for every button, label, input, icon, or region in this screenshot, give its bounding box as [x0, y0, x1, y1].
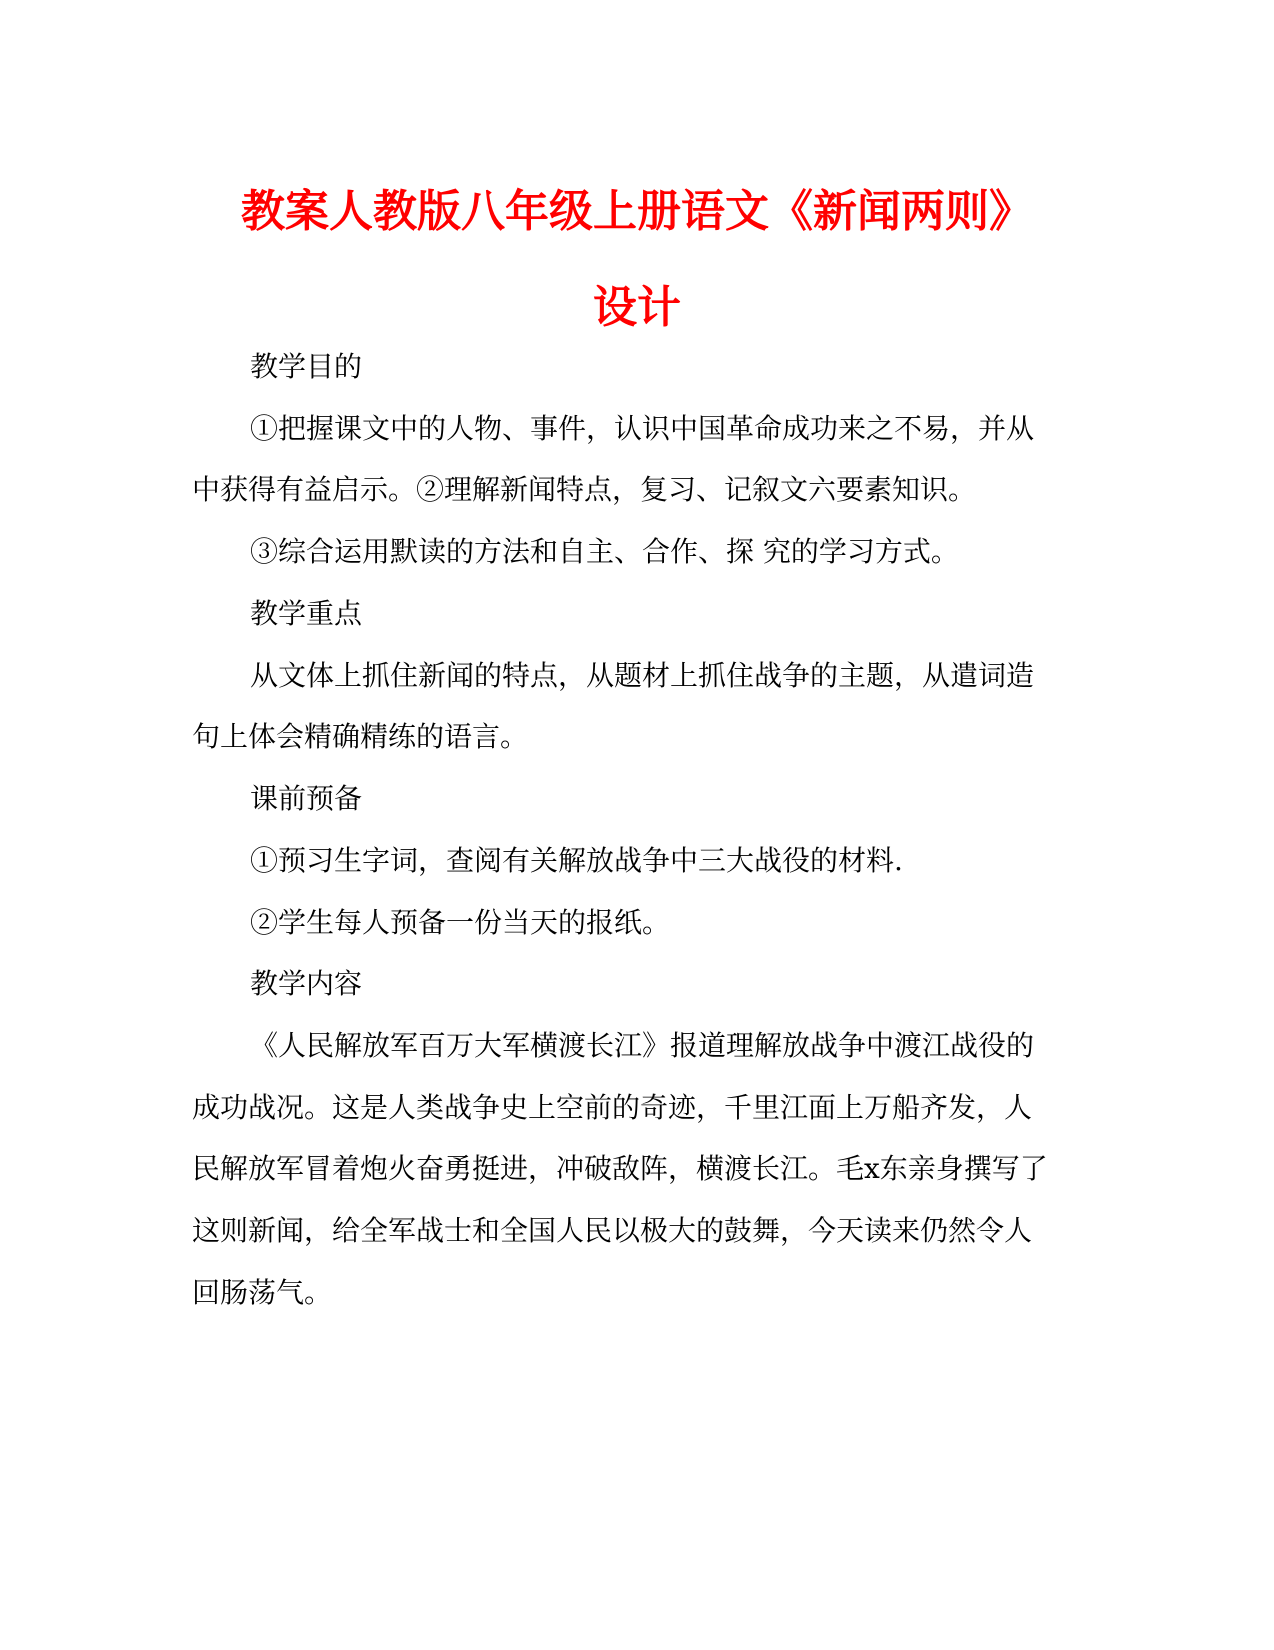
document-title-line-1: 教案人教版八年级上册语文《新闻两则》 — [241, 186, 1033, 237]
paragraph-line: ②学生每人预备一份当天的报纸。 — [250, 906, 671, 939]
paragraph-line: 民解放军冒着炮火奋勇挺进，冲破敌阵，横渡长江。毛x东亲身撰写了 — [192, 1152, 1048, 1185]
paragraph-line: 句上体会精确精练的语言。 — [192, 720, 529, 753]
paragraph-line: 从文体上抓住新闻的特点，从题材上抓住战争的主题，从遣词造 — [250, 659, 1035, 692]
paragraph-line: 中获得有益启示。②理解新闻特点，复习、记叙文六要素知识。 — [192, 473, 977, 506]
section-heading-content: 教学内容 — [250, 967, 363, 1000]
paragraph-line: ①预习生字词，查阅有关解放战争中三大战役的材料. — [250, 844, 903, 877]
paragraph-line: 回肠荡气。 — [192, 1276, 333, 1309]
paragraph-line: ③综合运用默读的方法和自主、合作、探 究的学习方式。 — [250, 535, 959, 568]
paragraph-line: 成功战况。这是人类战争史上空前的奇迹，千里江面上万船齐发，人 — [192, 1091, 1033, 1124]
section-heading-objectives: 教学目的 — [250, 350, 363, 383]
section-heading-key-points: 教学重点 — [250, 597, 363, 630]
paragraph-line: 《人民解放军百万大军横渡长江》报道理解放战争中渡江战役的 — [250, 1029, 1035, 1062]
paragraph-line: ①把握课文中的人物、事件，认识中国革命成功来之不易，并从 — [250, 412, 1035, 445]
document-title-line-2: 设计 — [593, 282, 681, 333]
paragraph-line: 这则新闻，给全军战士和全国人民以极大的鼓舞，今天读来仍然令人 — [192, 1214, 1033, 1247]
section-heading-preparation: 课前预备 — [250, 782, 363, 815]
